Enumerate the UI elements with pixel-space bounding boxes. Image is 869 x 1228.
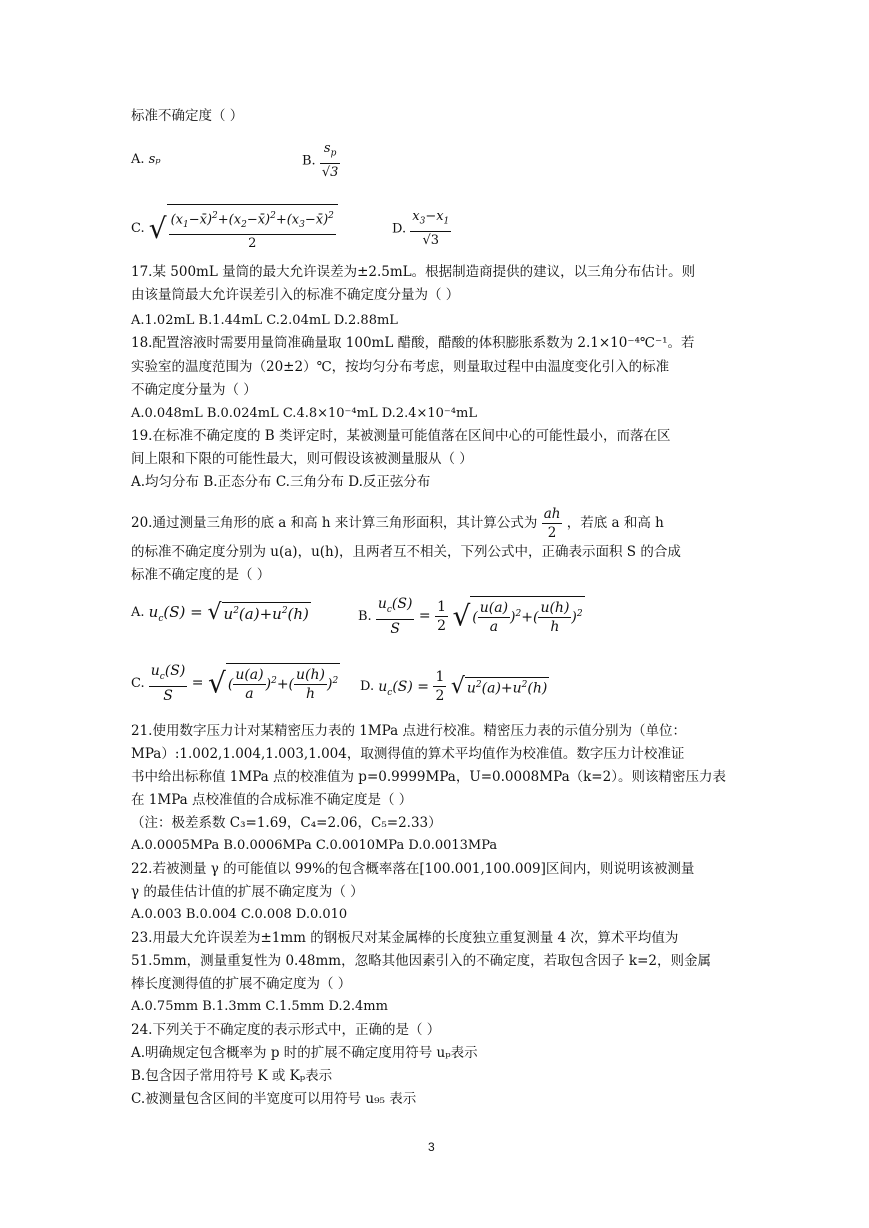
q18-stem-2: 实验室的温度范围为（20±2）℃，按均匀分布考虑，则量取过程中由温度变化引入的标准 bbox=[131, 359, 670, 375]
q16-option-a: A. sₚ bbox=[131, 152, 161, 167]
q22-options: A.0.003 B.0.004 C.0.008 D.0.010 bbox=[131, 907, 348, 922]
q20-formula-c: $\frac{u_c(S)}{S}$ = √ ( $\frac{u(a)}{a}$ )$^2$+( $\frac{u(h)}{h}$ )$^2$ bbox=[150, 663, 339, 704]
q23-stem-1: 23.用最大允许误差为±1mm 的钢板尺对某金属棒的长度独立重复测量 4 次，算术平均值为 bbox=[131, 930, 679, 946]
q16-stem-tail: 标准不确定度（ ） bbox=[131, 108, 244, 124]
q16-option-c: C. √ $\frac{(x_1-x̄)^2+(x_2-x̄)^2+(x_3-x̄)^2}{2}$ bbox=[131, 204, 338, 253]
q17-stem-2: 由该量筒最大允许误差引入的标准不确定度分量为（ ） bbox=[131, 287, 460, 303]
q17-stem-1: 17.某 500mL 量筒的最大允许误差为±2.5mL。根据制造商提供的建议，以三角分布估计。则 bbox=[131, 264, 696, 280]
q20-formula-a: $u_c(S)$ = √ $u^2(a)+u^2(h)$ bbox=[148, 600, 309, 625]
q17-options: A.1.02mL B.1.44mL C.2.04mL D.2.88mL bbox=[131, 313, 398, 328]
q20-stem-2: 的标准不确定度分别为 u(a)，u(h)，且两者互不相关，下列公式中，正确表示面积 S 的合成 bbox=[131, 544, 681, 560]
q21-stem-3: 书中给出标称值 1MPa 点的校准值为 p=0.9999MPa，U=0.0008MPa（k=2）。则该精密压力表 bbox=[131, 769, 726, 785]
q20-option-b: B. $\frac{u_c(S)}{S}$ = $\frac{1}{2}$ √ ( $\frac{u(a)}{a}$ )$^2$+( $\frac{u(h)}{h}$ )$^2$ bbox=[358, 596, 583, 637]
q16-formula-b: $\frac{s_p}{√3}$ bbox=[321, 141, 339, 180]
q24-option-a: A.明确规定包含概率为 p 时的扩展不确定度用符号 uₚ表示 bbox=[131, 1045, 478, 1061]
q23-stem-2: 51.5mm，测量重复性为 0.48mm，忽略其他因素引入的不确定度，若取包含因子 k=2，则金属 bbox=[131, 953, 711, 969]
q18-options: A.0.048mL B.0.024mL C.4.8×10⁻⁴mL D.2.4×10⁻⁴mL bbox=[131, 406, 477, 421]
q22-stem-2: γ 的最佳估计值的扩展不确定度为（ ） bbox=[131, 884, 364, 900]
q16-formula-d: $\frac{x_3-x_1}{√3}$ bbox=[412, 209, 450, 248]
q20-stem-3: 标准不确定度的是（ ） bbox=[131, 567, 271, 583]
q20-option-c: C. $\frac{u_c(S)}{S}$ = √ ( $\frac{u(a)}{a}$ )$^2$+( $\frac{u(h)}{h}$ )$^2$ bbox=[131, 663, 339, 704]
q24-option-b: B.包含因子常用符号 K 或 Kₚ表示 bbox=[131, 1068, 333, 1084]
q23-stem-3: 棒长度测得值的扩展不确定度为（ ） bbox=[131, 976, 352, 992]
q24-option-c: C.被测量包含区间的半宽度可以用符号 u₉₅ 表示 bbox=[131, 1091, 417, 1107]
q23-options: A.0.75mm B.1.3mm C.1.5mm D.2.4mm bbox=[131, 999, 388, 1014]
q18-stem-3: 不确定度分量为（ ） bbox=[131, 382, 257, 398]
q21-options: A.0.0005MPa B.0.0006MPa C.0.0010MPa D.0.0013MPa bbox=[131, 838, 498, 853]
q20-formula-d: $u_c(S)$ = $\frac{1}{2}$ √ $u^2(a)+u^2(h)$ bbox=[378, 669, 548, 704]
q16-formula-c: √ $\frac{(x_1-x̄)^2+(x_2-x̄)^2+(x_3-x̄)^2}{2}$ bbox=[149, 204, 338, 253]
page-number: 3 bbox=[428, 1140, 435, 1154]
q20-area-formula: $\frac{ah}{2}$ bbox=[543, 506, 561, 541]
q20-option-d: D. $u_c(S)$ = $\frac{1}{2}$ √ $u^2(a)+u^2(h)$ bbox=[360, 669, 548, 704]
q16-option-d: D. $\frac{x_3-x_1}{√3}$ bbox=[392, 209, 450, 248]
q22-stem-1: 22.若被测量 γ 的可能值以 99%的包含概率落在[100.001,100.009]区间内，则说明该被测量 bbox=[131, 861, 695, 877]
q16-option-b: B. $\frac{s_p}{√3}$ bbox=[302, 141, 339, 180]
q21-note: （注：极差系数 C₃=1.69，C₄=2.06，C₅=2.33） bbox=[131, 815, 442, 831]
q20-option-a: A. $u_c(S)$ = √ $u^2(a)+u^2(h)$ bbox=[131, 600, 309, 625]
q19-stem-1: 19.在标准不确定度的 B 类评定时，某被测量可能值落在区间中心的可能性最小，而落在区 bbox=[131, 428, 671, 444]
q19-options: A.均匀分布 B.正态分布 C.三角分布 D.反正弦分布 bbox=[131, 474, 431, 490]
q19-stem-2: 间上限和下限的可能性最大，则可假设该被测量服从（ ） bbox=[131, 451, 473, 467]
q20-stem-1: 20.通过测量三角形的底 a 和高 h 来计算三角形面积，其计算公式为 $\frac{ah}{2}$ ，若底 a 和高 h bbox=[131, 506, 664, 541]
q21-stem-4: 在 1MPa 点校准值的合成标准不确定度是（ ） bbox=[131, 792, 413, 808]
q20-formula-b: $\frac{u_c(S)}{S}$ = $\frac{1}{2}$ √ ( $\frac{u(a)}{a}$ )$^2$+( $\frac{u(h)}{h}$ )$^2$ bbox=[377, 596, 583, 637]
q24-stem: 24.下列关于不确定度的表示形式中，正确的是（ ） bbox=[131, 1022, 441, 1038]
q18-stem-1: 18.配置溶液时需要用量筒准确量取 100mL 醋酸，醋酸的体积膨胀系数为 2.1×10⁻⁴℃⁻¹。若 bbox=[131, 335, 695, 351]
q21-stem-2: MPa）:1.002,1.004,1.003,1.004，取测得值的算术平均值作为校准值。数字压力计校准证 bbox=[131, 746, 685, 762]
q21-stem-1: 21.使用数字压力计对某精密压力表的 1MPa 点进行校准。精密压力表的示值分别为（单位： bbox=[131, 723, 686, 739]
